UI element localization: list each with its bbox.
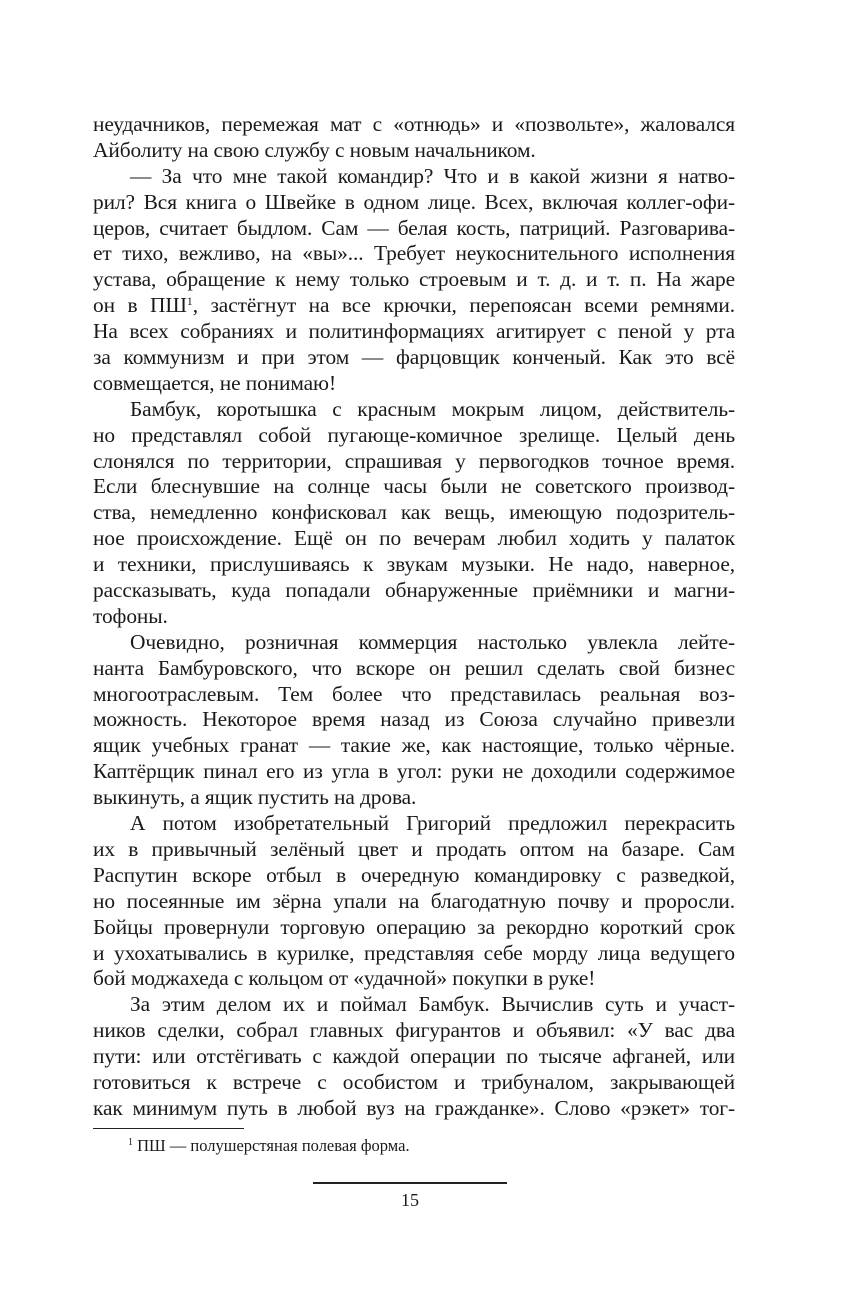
footnote-reference[interactable]: 1 (186, 294, 193, 309)
page-number: 15 (401, 1190, 419, 1210)
text-line: выкинуть, а ящик пустить на дрова. (93, 785, 417, 810)
text-line-with-footnote (93, 293, 735, 319)
text-line: неудачников, перемежая мат с «отнюдь» и «позвольте», жаловался (93, 112, 735, 136)
text-line: ное происхождение. Ещё он по вечерам любил ходить у палаток (93, 526, 735, 551)
text-fragment: , застёгнут на все крючки, перепоясан всеми ремнями. (192, 293, 735, 318)
text-line: Распутин вскоре отбыл в очередную командировку с разведкой, (93, 862, 735, 887)
text-line: многоотраслевым. Тем более что представилась реальная воз- (93, 681, 735, 706)
text-line: пути: или отстёгивать с каждой операции по тысяче афганей, или (93, 1044, 735, 1069)
footnote-marker: 1 (128, 1137, 133, 1148)
text-line: но посеянные им зёрна упали на благодатную почву и проросли. (93, 888, 735, 913)
text-line: их в привычный зелёный цвет и продать оптом на базаре. Сам (93, 836, 735, 861)
text-line: совмещается, не понимаю! (93, 370, 336, 395)
text-line: Айболиту на свою службу с новым начальником. (93, 137, 536, 162)
text-line: но представлял собой пугающе-комичное зрелище. Целый день (93, 422, 735, 447)
text-fragment: он в ПШ (93, 293, 187, 318)
text-line: Если блеснувшие на солнце часы были не советского производ- (93, 474, 735, 499)
text-line: за коммунизм и при этом — фарцовщик конченый. Как это всё (93, 345, 735, 370)
body-text (93, 112, 735, 1122)
text-line: А потом изобретательный Григорий предложил перекрасить (130, 811, 735, 836)
text-line: ников сделки, собрал главных фигурантов и объявил: «У вас два (93, 1018, 735, 1043)
text-line: Бойцы провернули торговую операцию за рекордно короткий срок (93, 914, 735, 939)
text-line: ет тихо, вежливо, на «вы»... Требует неукоснительного исполнения (93, 241, 735, 266)
text-line: На всех собраниях и политинформациях агитирует с пеной у рта (93, 319, 735, 344)
text-line: рил? Вся книга о Швейке в одном лице. Всех, включая коллег-офи- (93, 189, 735, 214)
text-line: Бамбук, коротышка с красным мокрым лицом, действитель- (130, 396, 735, 421)
text-line: бой моджахеда с кольцом от «удачной» покупки в руке! (93, 966, 596, 991)
text-line: тофоны. (93, 603, 168, 628)
footnote-text: ПШ — полушерстяная полевая форма. (133, 1136, 410, 1155)
text-line: устава, обращение к нему только строевым и т. д. и т. п. На жаре (93, 267, 735, 292)
page-number-divider (313, 1182, 507, 1184)
text-line: Очевидно, розничная коммерция настолько увлекла лейте- (130, 629, 735, 654)
text-line: нанта Бамбуровского, что вскоре он решил сделать свой бизнес (93, 655, 735, 680)
text-line: как минимум путь в любой вуз на гражданке». Слово «рэкет» тог- (93, 1095, 735, 1120)
text-line: можность. Некоторое время назад из Союза случайно привезли (93, 707, 735, 732)
text-line: готовиться к встрече с особистом и трибуналом, закрывающей (93, 1069, 735, 1094)
text-line: рассказывать, куда попадали обнаруженные приёмники и магни- (93, 578, 735, 603)
text-line: Каптёрщик пинал его из угла в угол: руки не доходили содержимое (93, 759, 735, 784)
text-line: и ухохатывались в курилке, представляя себе морду лица ведущего (93, 940, 735, 965)
text-line: — За что мне такой командир? Что и в какой жизни я натво- (130, 163, 735, 188)
text-line: ящик учебных гранат — такие же, как настоящие, только чёрные. (93, 733, 735, 758)
text-line: ства, немедленно конфисковал как вещь, имеющую подозритель- (93, 500, 735, 525)
footnote-divider (93, 1128, 244, 1129)
text-line: За этим делом их и поймал Бамбук. Вычислив суть и участ- (130, 992, 735, 1017)
footnote (128, 1136, 410, 1156)
text-line: церов, считает быдлом. Сам — белая кость, патриций. Разговарива- (93, 215, 735, 240)
text-line: слонялся по территории, спрашивая у первогодков точное время. (93, 448, 735, 473)
text-line: и техники, прислушиваясь к звукам музыки. Не надо, наверное, (93, 552, 735, 577)
